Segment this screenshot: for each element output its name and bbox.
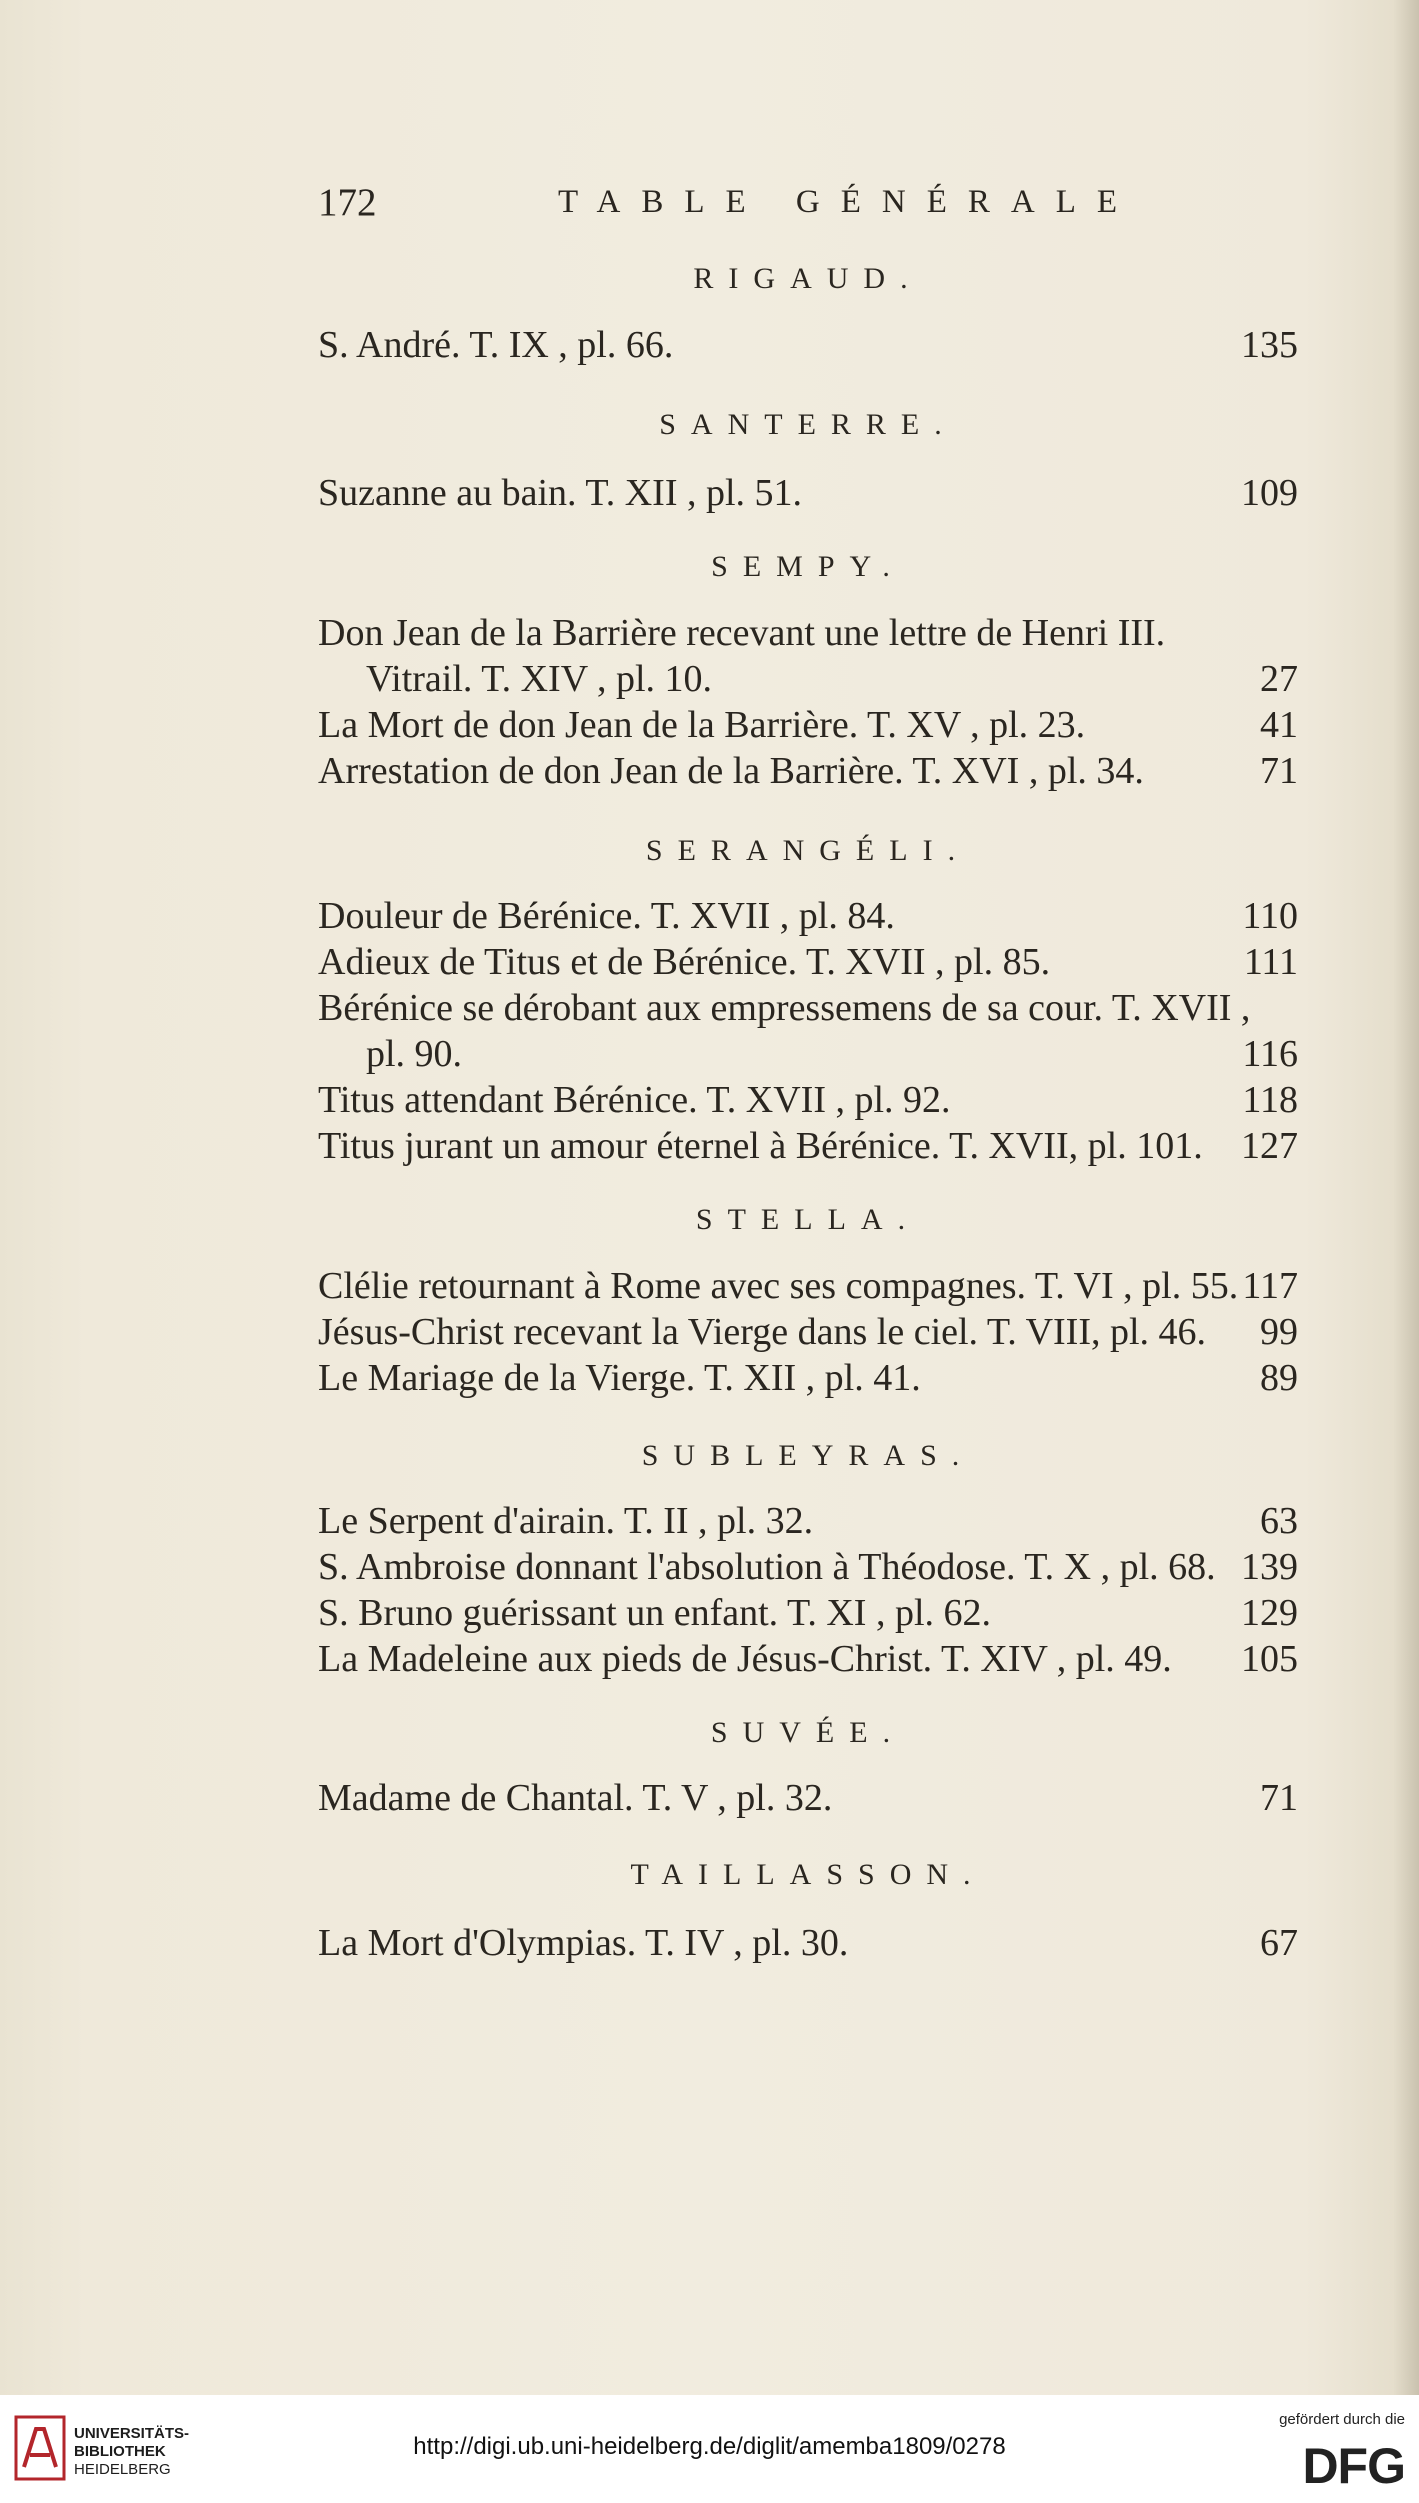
entry-title: Bérénice se dérobant aux empressemens de sa cour. T. XVII , (318, 987, 1251, 1029)
index-entry (318, 1031, 1298, 1077)
entry-page: 89 (1260, 1357, 1298, 1399)
entry-page: 105 (1241, 1638, 1298, 1680)
index-entry (318, 1775, 1298, 1821)
entry-title: S. Ambroise donnant l'absolution à Théodose. T. X , pl. 68. (318, 1546, 1216, 1588)
entry-page: 63 (1260, 1500, 1298, 1542)
page-header (318, 180, 1298, 230)
index-entry (318, 1309, 1298, 1355)
page-number: 172 (318, 181, 377, 224)
entry-title: Arrestation de don Jean de la Barrière. T. XVI , pl. 34. (318, 750, 1144, 792)
entry-page: 129 (1241, 1592, 1298, 1634)
entry-title: Madame de Chantal. T. V , pl. 32. (318, 1777, 833, 1819)
entry-page: 67 (1260, 1922, 1298, 1964)
entry-title: La Mort de don Jean de la Barrière. T. XV , pl. 23. (318, 704, 1086, 746)
entry-title: Le Serpent d'airain. T. II , pl. 32. (318, 1500, 814, 1542)
index-entry (318, 1590, 1298, 1636)
entry-page: 109 (1241, 472, 1298, 514)
entry-page: 117 (1242, 1265, 1298, 1307)
entry-title: La Mort d'Olympias. T. IV , pl. 30. (318, 1922, 849, 1964)
section-heading: SANTERRE. (659, 408, 957, 441)
index-entry (318, 1123, 1298, 1169)
index-entry (318, 702, 1298, 748)
library-name-line: UNIVERSITÄTS- (74, 2425, 190, 2442)
entry-title: S. Bruno guérissant un enfant. T. XI , pl. 62. (318, 1592, 992, 1634)
entry-title: Suzanne au bain. T. XII , pl. 51. (318, 472, 803, 514)
entry-page: 135 (1241, 324, 1298, 366)
entry-page: 27 (1260, 658, 1298, 700)
entry-title: Titus attendant Bérénice. T. XVII , pl. 92. (318, 1079, 951, 1121)
section-heading: SUBLEYRAS. (641, 1439, 975, 1472)
entry-page: 111 (1243, 941, 1298, 983)
entry-page: 139 (1241, 1546, 1298, 1588)
entry-title: Adieux de Titus et de Bérénice. T. XVII , pl. 85. (318, 941, 1051, 983)
library-name-line: BIBLIOTHEK (74, 2443, 166, 2460)
entry-page: 41 (1260, 704, 1298, 746)
index-entry (318, 322, 1298, 368)
index-entry (318, 1355, 1298, 1401)
section-heading: STELLA. (695, 1203, 921, 1236)
entry-page: 127 (1241, 1125, 1298, 1167)
entry-title: La Madeleine aux pieds de Jésus-Christ. T. XIV , pl. 49. (318, 1638, 1172, 1680)
entry-title: Clélie retournant à Rome avec ses compagnes. T. VI , pl. 55. (318, 1265, 1239, 1307)
funder-label: gefördert durch die (1279, 2411, 1405, 2428)
entry-title: Jésus-Christ recevant la Vierge dans le ciel. T. VIII, pl. 46. (318, 1311, 1207, 1353)
library-name-line: HEIDELBERG (74, 2461, 171, 2478)
entry-title: Titus jurant un amour éternel à Bérénice. T. XVII, pl. 101. (318, 1125, 1203, 1167)
section-heading: SERANGÉLI. (645, 834, 971, 867)
running-title: TABLE GÉNÉRALE (558, 184, 1139, 220)
entry-title: Vitrail. T. XIV , pl. 10. (366, 658, 713, 700)
entry-page: 99 (1260, 1311, 1298, 1353)
index-entry (318, 893, 1298, 939)
entry-page: 110 (1242, 895, 1298, 937)
section-heading: SUVÉE. (710, 1716, 906, 1749)
entry-page: 118 (1242, 1079, 1298, 1121)
index-entry (318, 470, 1298, 516)
index-entry (318, 1544, 1298, 1590)
section-heading: SEMPY. (711, 550, 905, 583)
entry-title: S. André. T. IX , pl. 66. (318, 324, 674, 366)
index-entry (318, 985, 1298, 1031)
section-heading: TAILLASSON. (630, 1858, 986, 1891)
index-entry (318, 1077, 1298, 1123)
index-entry (318, 1636, 1298, 1682)
index-entry (318, 656, 1298, 702)
index-entry (318, 610, 1298, 656)
section-heading: RIGAUD. (693, 262, 923, 295)
entry-title: Don Jean de la Barrière recevant une lettre de Henri III. (318, 612, 1166, 654)
digitization-footer (0, 2395, 1419, 2503)
page-gutter-shadow (1393, 0, 1419, 2395)
entry-title: Douleur de Bérénice. T. XVII , pl. 84. (318, 895, 895, 937)
index-entry (318, 1498, 1298, 1544)
index-entry (318, 748, 1298, 794)
entry-title: pl. 90. (366, 1033, 463, 1075)
index-entry (318, 1263, 1298, 1309)
dfg-logo: DFG (1302, 2438, 1405, 2494)
entry-page: 71 (1260, 750, 1298, 792)
entry-page: 116 (1242, 1033, 1298, 1075)
index-entry (318, 1920, 1298, 1966)
source-url-link[interactable]: http://digi.ub.uni-heidelberg.de/diglit/amemba1809/0278 (413, 2433, 1006, 2460)
entry-page: 71 (1260, 1777, 1298, 1819)
entry-title: Le Mariage de la Vierge. T. XII , pl. 41. (318, 1357, 921, 1399)
index-entry (318, 939, 1298, 985)
